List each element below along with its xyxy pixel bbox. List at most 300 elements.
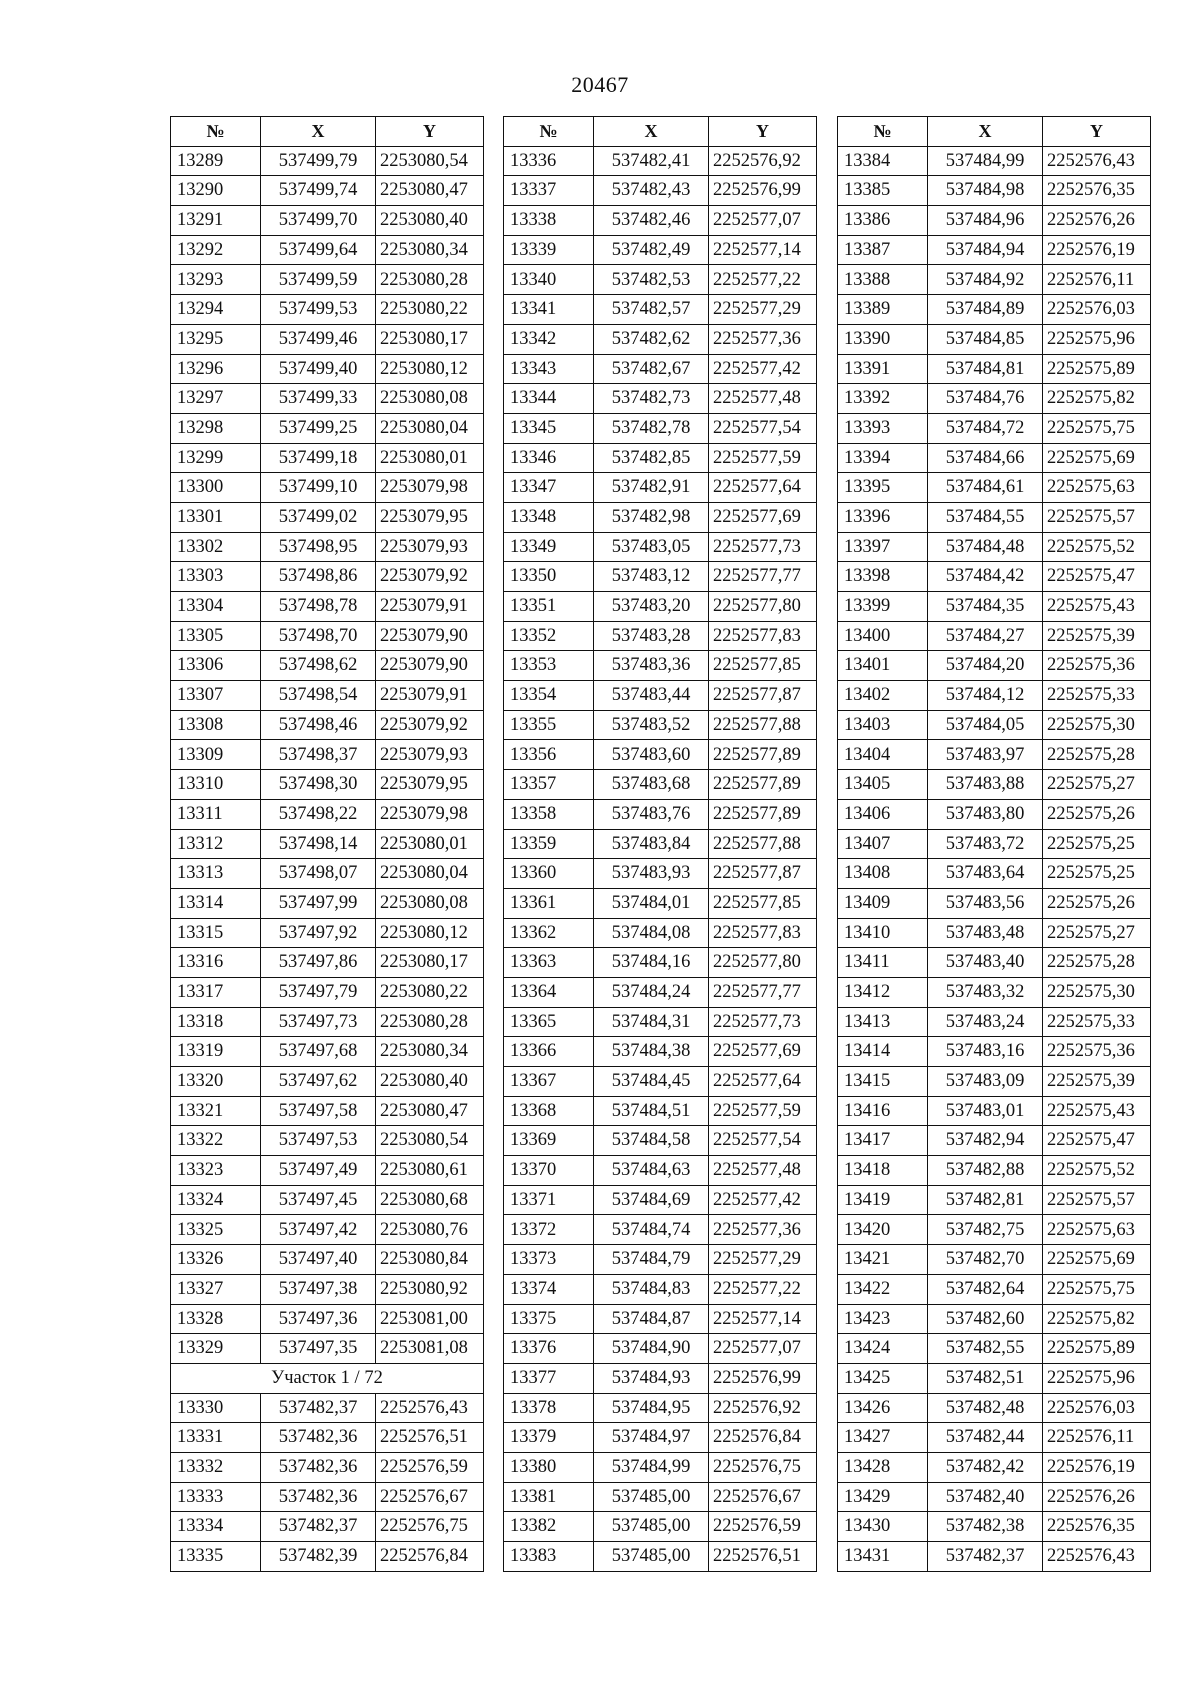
y-coordinate-cell: 2252576,35: [1043, 1512, 1151, 1542]
table-row: [171, 235, 484, 265]
y-coordinate-cell: 2253079,92: [376, 710, 484, 740]
y-coordinate-cell: 2253079,98: [376, 799, 484, 829]
x-coordinate-cell: 537498,14: [261, 829, 376, 859]
y-coordinate-cell: 2253080,34: [376, 1037, 484, 1067]
x-coordinate-cell: 537482,39: [261, 1542, 376, 1572]
point-number-cell: 13330: [171, 1393, 261, 1423]
point-number-cell: 13318: [171, 1007, 261, 1037]
point-number-cell: 13378: [504, 1393, 594, 1423]
point-number-cell: 13392: [838, 384, 928, 414]
x-coordinate-cell: 537484,89: [928, 295, 1043, 325]
y-coordinate-cell: 2252577,88: [709, 710, 817, 740]
point-number-cell: 13326: [171, 1245, 261, 1275]
y-coordinate-cell: 2252577,87: [709, 859, 817, 889]
x-coordinate-cell: 537483,28: [594, 621, 709, 651]
point-number-cell: 13323: [171, 1156, 261, 1186]
table-row: [171, 1215, 484, 1245]
point-number-cell: 13373: [504, 1245, 594, 1275]
point-number-cell: 13333: [171, 1482, 261, 1512]
point-number-cell: 13293: [171, 265, 261, 295]
point-number-cell: 13298: [171, 413, 261, 443]
x-coordinate-cell: 537497,58: [261, 1096, 376, 1126]
y-coordinate-cell: 2253080,92: [376, 1274, 484, 1304]
point-number-cell: 13331: [171, 1423, 261, 1453]
point-number-cell: 13384: [838, 146, 928, 176]
section-row: [171, 1363, 484, 1393]
column-header-x: X: [594, 117, 709, 147]
x-coordinate-cell: 537482,91: [594, 473, 709, 503]
y-coordinate-cell: 2253080,47: [376, 1096, 484, 1126]
y-coordinate-cell: 2253080,01: [376, 443, 484, 473]
table-row: [838, 1245, 1151, 1275]
table-row: [838, 1096, 1151, 1126]
column-header-number: №: [504, 117, 594, 147]
x-coordinate-cell: 537482,67: [594, 354, 709, 384]
point-number-cell: 13324: [171, 1185, 261, 1215]
x-coordinate-cell: 537484,35: [928, 592, 1043, 622]
point-number-cell: 13385: [838, 176, 928, 206]
x-coordinate-cell: 537498,46: [261, 710, 376, 740]
table-row: [838, 1067, 1151, 1097]
y-coordinate-cell: 2252576,59: [709, 1512, 817, 1542]
point-number-cell: 13307: [171, 681, 261, 711]
y-coordinate-cell: 2252575,96: [1043, 324, 1151, 354]
y-coordinate-cell: 2252577,85: [709, 888, 817, 918]
point-number-cell: 13419: [838, 1185, 928, 1215]
table-row: [504, 384, 817, 414]
table-row: [504, 146, 817, 176]
table-row: [171, 1067, 484, 1097]
point-number-cell: 13421: [838, 1245, 928, 1275]
table-row: [504, 532, 817, 562]
x-coordinate-cell: 537483,05: [594, 532, 709, 562]
y-coordinate-cell: 2252577,83: [709, 621, 817, 651]
table-row: [838, 1452, 1151, 1482]
y-coordinate-cell: 2252576,43: [1043, 146, 1151, 176]
y-coordinate-cell: 2252575,69: [1043, 1245, 1151, 1275]
table-row: [504, 1393, 817, 1423]
x-coordinate-cell: 537497,38: [261, 1274, 376, 1304]
x-coordinate-cell: 537484,74: [594, 1215, 709, 1245]
table-row: [838, 502, 1151, 532]
point-number-cell: 13374: [504, 1274, 594, 1304]
point-number-cell: 13349: [504, 532, 594, 562]
x-coordinate-cell: 537484,48: [928, 532, 1043, 562]
table-row: [504, 829, 817, 859]
table-row: [504, 977, 817, 1007]
table-row: [504, 502, 817, 532]
point-number-cell: 13361: [504, 888, 594, 918]
x-coordinate-cell: 537484,27: [928, 621, 1043, 651]
y-coordinate-cell: 2252577,89: [709, 770, 817, 800]
y-coordinate-cell: 2252577,59: [709, 443, 817, 473]
y-coordinate-cell: 2252576,99: [709, 176, 817, 206]
x-coordinate-cell: 537497,68: [261, 1037, 376, 1067]
point-number-cell: 13322: [171, 1126, 261, 1156]
table-row: [838, 1185, 1151, 1215]
table-row: [504, 1126, 817, 1156]
point-number-cell: 13295: [171, 324, 261, 354]
table-row: [504, 1096, 817, 1126]
y-coordinate-cell: 2252577,29: [709, 1245, 817, 1275]
x-coordinate-cell: 537483,44: [594, 681, 709, 711]
y-coordinate-cell: 2252576,84: [376, 1542, 484, 1572]
point-number-cell: 13303: [171, 562, 261, 592]
y-coordinate-cell: 2253080,22: [376, 977, 484, 1007]
y-coordinate-cell: 2252576,35: [1043, 176, 1151, 206]
point-number-cell: 13422: [838, 1274, 928, 1304]
point-number-cell: 13362: [504, 918, 594, 948]
y-coordinate-cell: 2253080,01: [376, 829, 484, 859]
y-coordinate-cell: 2253079,93: [376, 740, 484, 770]
point-number-cell: 13355: [504, 710, 594, 740]
table-row: [171, 1156, 484, 1186]
point-number-cell: 13391: [838, 354, 928, 384]
point-number-cell: 13416: [838, 1096, 928, 1126]
x-coordinate-cell: 537497,49: [261, 1156, 376, 1186]
y-coordinate-cell: 2252575,75: [1043, 1274, 1151, 1304]
table-row: [838, 888, 1151, 918]
y-coordinate-cell: 2253080,08: [376, 888, 484, 918]
table-row: [171, 354, 484, 384]
x-coordinate-cell: 537484,66: [928, 443, 1043, 473]
table-row: [171, 1096, 484, 1126]
x-coordinate-cell: 537484,90: [594, 1334, 709, 1364]
x-coordinate-cell: 537497,92: [261, 918, 376, 948]
point-number-cell: 13292: [171, 235, 261, 265]
table-row: [838, 1393, 1151, 1423]
table-row: [838, 384, 1151, 414]
table-row: [171, 295, 484, 325]
y-coordinate-cell: 2252577,36: [709, 1215, 817, 1245]
table-row: [838, 324, 1151, 354]
y-coordinate-cell: 2252575,57: [1043, 1185, 1151, 1215]
y-coordinate-cell: 2253079,95: [376, 770, 484, 800]
x-coordinate-cell: 537482,36: [261, 1423, 376, 1453]
table-row: [504, 918, 817, 948]
x-coordinate-cell: 537484,63: [594, 1156, 709, 1186]
table-row: [504, 354, 817, 384]
y-coordinate-cell: 2252575,36: [1043, 1037, 1151, 1067]
y-coordinate-cell: 2253079,91: [376, 681, 484, 711]
table-row: [838, 532, 1151, 562]
table-row: [838, 681, 1151, 711]
point-number-cell: 13339: [504, 235, 594, 265]
point-number-cell: 13387: [838, 235, 928, 265]
table-row: [838, 1156, 1151, 1186]
y-coordinate-cell: 2253080,28: [376, 1007, 484, 1037]
y-coordinate-cell: 2253080,54: [376, 1126, 484, 1156]
x-coordinate-cell: 537482,36: [261, 1482, 376, 1512]
y-coordinate-cell: 2252576,43: [376, 1393, 484, 1423]
table-row: [171, 443, 484, 473]
x-coordinate-cell: 537485,00: [594, 1512, 709, 1542]
table-row: [838, 829, 1151, 859]
x-coordinate-cell: 537497,86: [261, 948, 376, 978]
point-number-cell: 13313: [171, 859, 261, 889]
table-row: [504, 235, 817, 265]
table-row: [504, 176, 817, 206]
x-coordinate-cell: 537484,76: [928, 384, 1043, 414]
table-row: [171, 948, 484, 978]
point-number-cell: 13306: [171, 651, 261, 681]
y-coordinate-cell: 2253080,40: [376, 1067, 484, 1097]
table-row: [171, 1512, 484, 1542]
point-number-cell: 13319: [171, 1037, 261, 1067]
y-coordinate-cell: 2253080,28: [376, 265, 484, 295]
table-row: [171, 532, 484, 562]
x-coordinate-cell: 537482,64: [928, 1274, 1043, 1304]
x-coordinate-cell: 537482,48: [928, 1393, 1043, 1423]
x-coordinate-cell: 537499,53: [261, 295, 376, 325]
table-row: [838, 1363, 1151, 1393]
y-coordinate-cell: 2253080,76: [376, 1215, 484, 1245]
table-row: [171, 1007, 484, 1037]
y-coordinate-cell: 2252575,26: [1043, 799, 1151, 829]
y-coordinate-cell: 2252575,52: [1043, 1156, 1151, 1186]
point-number-cell: 13401: [838, 651, 928, 681]
point-number-cell: 13304: [171, 592, 261, 622]
point-number-cell: 13415: [838, 1067, 928, 1097]
table-row: [504, 1482, 817, 1512]
x-coordinate-cell: 537482,81: [928, 1185, 1043, 1215]
point-number-cell: 13328: [171, 1304, 261, 1334]
table-row: [171, 740, 484, 770]
point-number-cell: 13424: [838, 1334, 928, 1364]
point-number-cell: 13327: [171, 1274, 261, 1304]
y-coordinate-cell: 2252575,39: [1043, 1067, 1151, 1097]
y-coordinate-cell: 2252576,26: [1043, 206, 1151, 236]
x-coordinate-cell: 537482,43: [594, 176, 709, 206]
point-number-cell: 13342: [504, 324, 594, 354]
point-number-cell: 13357: [504, 770, 594, 800]
y-coordinate-cell: 2253080,04: [376, 413, 484, 443]
table-row: [838, 1334, 1151, 1364]
table-row: [838, 918, 1151, 948]
table-row: [504, 651, 817, 681]
x-coordinate-cell: 537482,37: [261, 1512, 376, 1542]
point-number-cell: 13405: [838, 770, 928, 800]
table-row: [838, 1126, 1151, 1156]
point-number-cell: 13315: [171, 918, 261, 948]
point-number-cell: 13351: [504, 592, 594, 622]
x-coordinate-cell: 537484,69: [594, 1185, 709, 1215]
x-coordinate-cell: 537484,85: [928, 324, 1043, 354]
y-coordinate-cell: 2252577,64: [709, 473, 817, 503]
table-row: [504, 1334, 817, 1364]
point-number-cell: 13317: [171, 977, 261, 1007]
point-number-cell: 13290: [171, 176, 261, 206]
table-row: [838, 295, 1151, 325]
table-row: [171, 710, 484, 740]
table-row: [838, 1215, 1151, 1245]
point-number-cell: 13429: [838, 1482, 928, 1512]
point-number-cell: 13428: [838, 1452, 928, 1482]
point-number-cell: 13336: [504, 146, 594, 176]
table-row: [838, 176, 1151, 206]
x-coordinate-cell: 537483,80: [928, 799, 1043, 829]
table-row: [171, 1423, 484, 1453]
y-coordinate-cell: 2252575,27: [1043, 770, 1151, 800]
table-row: [171, 651, 484, 681]
point-number-cell: 13366: [504, 1037, 594, 1067]
y-coordinate-cell: 2252575,30: [1043, 710, 1151, 740]
x-coordinate-cell: 537482,75: [928, 1215, 1043, 1245]
point-number-cell: 13354: [504, 681, 594, 711]
y-coordinate-cell: 2252577,83: [709, 918, 817, 948]
point-number-cell: 13407: [838, 829, 928, 859]
y-coordinate-cell: 2252575,96: [1043, 1363, 1151, 1393]
table-row: [504, 295, 817, 325]
x-coordinate-cell: 537483,56: [928, 888, 1043, 918]
table-row: [504, 206, 817, 236]
point-number-cell: 13334: [171, 1512, 261, 1542]
point-number-cell: 13418: [838, 1156, 928, 1186]
table-row: [504, 888, 817, 918]
x-coordinate-cell: 537499,46: [261, 324, 376, 354]
table-row: [171, 829, 484, 859]
x-coordinate-cell: 537483,48: [928, 918, 1043, 948]
point-number-cell: 13409: [838, 888, 928, 918]
y-coordinate-cell: 2252577,07: [709, 206, 817, 236]
y-coordinate-cell: 2252575,36: [1043, 651, 1151, 681]
x-coordinate-cell: 537484,98: [928, 176, 1043, 206]
point-number-cell: 13367: [504, 1067, 594, 1097]
x-coordinate-cell: 537498,95: [261, 532, 376, 562]
x-coordinate-cell: 537482,78: [594, 413, 709, 443]
point-number-cell: 13404: [838, 740, 928, 770]
table-row: [171, 918, 484, 948]
x-coordinate-cell: 537484,81: [928, 354, 1043, 384]
x-coordinate-cell: 537482,73: [594, 384, 709, 414]
column-header-y: Y: [376, 117, 484, 147]
table-row: [504, 1452, 817, 1482]
column-header-y: Y: [709, 117, 817, 147]
y-coordinate-cell: 2252577,29: [709, 295, 817, 325]
table-row: [171, 1185, 484, 1215]
y-coordinate-cell: 2252575,69: [1043, 443, 1151, 473]
x-coordinate-cell: 537483,40: [928, 948, 1043, 978]
y-coordinate-cell: 2253080,08: [376, 384, 484, 414]
x-coordinate-cell: 537483,76: [594, 799, 709, 829]
x-coordinate-cell: 537497,62: [261, 1067, 376, 1097]
x-coordinate-cell: 537482,44: [928, 1423, 1043, 1453]
table-row: [504, 681, 817, 711]
point-number-cell: 13400: [838, 621, 928, 651]
point-number-cell: 13359: [504, 829, 594, 859]
x-coordinate-cell: 537482,62: [594, 324, 709, 354]
table-row: [171, 384, 484, 414]
y-coordinate-cell: 2252577,87: [709, 681, 817, 711]
x-coordinate-cell: 537484,99: [928, 146, 1043, 176]
y-coordinate-cell: 2252575,47: [1043, 562, 1151, 592]
y-coordinate-cell: 2252577,89: [709, 740, 817, 770]
point-number-cell: 13358: [504, 799, 594, 829]
y-coordinate-cell: 2252577,69: [709, 1037, 817, 1067]
point-number-cell: 13316: [171, 948, 261, 978]
y-coordinate-cell: 2252575,63: [1043, 1215, 1151, 1245]
y-coordinate-cell: 2253079,93: [376, 532, 484, 562]
point-number-cell: 13396: [838, 502, 928, 532]
table-row: [504, 1185, 817, 1215]
point-number-cell: 13417: [838, 1126, 928, 1156]
table-row: [504, 1274, 817, 1304]
y-coordinate-cell: 2252576,75: [709, 1452, 817, 1482]
point-number-cell: 13383: [504, 1542, 594, 1572]
x-coordinate-cell: 537484,61: [928, 473, 1043, 503]
point-number-cell: 13411: [838, 948, 928, 978]
y-coordinate-cell: 2252577,64: [709, 1067, 817, 1097]
y-coordinate-cell: 2252576,03: [1043, 1393, 1151, 1423]
x-coordinate-cell: 537484,16: [594, 948, 709, 978]
table-row: [504, 621, 817, 651]
table-row: [838, 1007, 1151, 1037]
y-coordinate-cell: 2252577,22: [709, 265, 817, 295]
y-coordinate-cell: 2252576,19: [1043, 1452, 1151, 1482]
y-coordinate-cell: 2252577,73: [709, 1007, 817, 1037]
table-row: [504, 443, 817, 473]
table-row: [838, 265, 1151, 295]
y-coordinate-cell: 2253080,47: [376, 176, 484, 206]
point-number-cell: 13289: [171, 146, 261, 176]
table-row: [838, 146, 1151, 176]
x-coordinate-cell: 537483,97: [928, 740, 1043, 770]
point-number-cell: 13356: [504, 740, 594, 770]
x-coordinate-cell: 537498,22: [261, 799, 376, 829]
x-coordinate-cell: 537484,94: [928, 235, 1043, 265]
y-coordinate-cell: 2252575,47: [1043, 1126, 1151, 1156]
y-coordinate-cell: 2253079,90: [376, 621, 484, 651]
y-coordinate-cell: 2252576,99: [709, 1363, 817, 1393]
point-number-cell: 13402: [838, 681, 928, 711]
table-row: [504, 1542, 817, 1572]
table-row: [171, 502, 484, 532]
y-coordinate-cell: 2252575,39: [1043, 621, 1151, 651]
x-coordinate-cell: 537483,84: [594, 829, 709, 859]
x-coordinate-cell: 537482,85: [594, 443, 709, 473]
x-coordinate-cell: 537484,45: [594, 1067, 709, 1097]
y-coordinate-cell: 2252576,26: [1043, 1482, 1151, 1512]
table-row: [838, 1512, 1151, 1542]
point-number-cell: 13344: [504, 384, 594, 414]
x-coordinate-cell: 537482,53: [594, 265, 709, 295]
point-number-cell: 13308: [171, 710, 261, 740]
point-number-cell: 13379: [504, 1423, 594, 1453]
y-coordinate-cell: 2252575,30: [1043, 977, 1151, 1007]
point-number-cell: 13399: [838, 592, 928, 622]
point-number-cell: 13410: [838, 918, 928, 948]
y-coordinate-cell: 2253080,61: [376, 1156, 484, 1186]
y-coordinate-cell: 2252576,67: [709, 1482, 817, 1512]
x-coordinate-cell: 537482,46: [594, 206, 709, 236]
table-row: [504, 562, 817, 592]
y-coordinate-cell: 2252577,88: [709, 829, 817, 859]
table-row: [171, 888, 484, 918]
x-coordinate-cell: 537483,64: [928, 859, 1043, 889]
table-row: [171, 1037, 484, 1067]
y-coordinate-cell: 2252577,80: [709, 592, 817, 622]
point-number-cell: 13412: [838, 977, 928, 1007]
table-row: [838, 562, 1151, 592]
x-coordinate-cell: 537483,32: [928, 977, 1043, 1007]
y-coordinate-cell: 2253080,04: [376, 859, 484, 889]
point-number-cell: 13430: [838, 1512, 928, 1542]
point-number-cell: 13343: [504, 354, 594, 384]
table-row: [171, 413, 484, 443]
table-row: [838, 413, 1151, 443]
y-coordinate-cell: 2252576,19: [1043, 235, 1151, 265]
point-number-cell: 13382: [504, 1512, 594, 1542]
